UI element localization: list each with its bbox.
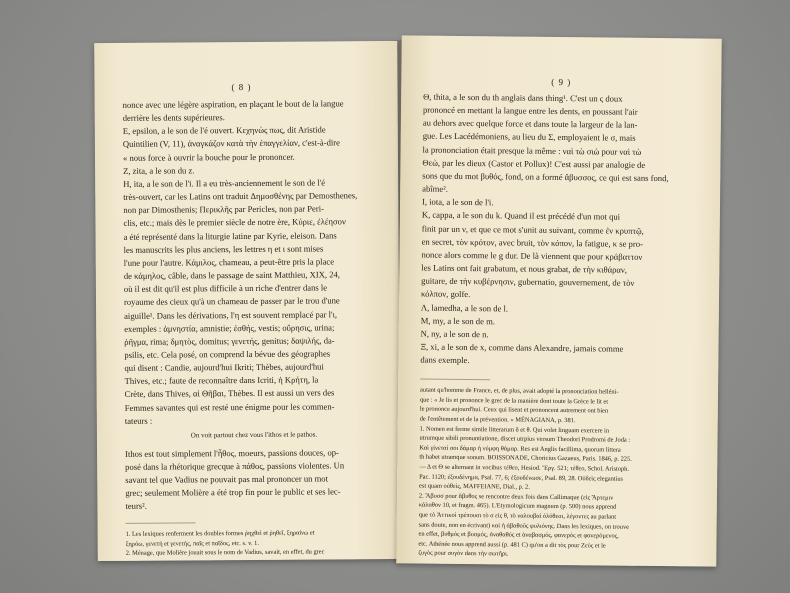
text-line: guitare, de τὴν κυβέρνησιν, gubernatio, gouvernement, de τὸν — [421, 275, 635, 288]
text-line: les manuscrits les plus anciens, les lettres η et ι sont mises — [123, 243, 324, 255]
text-line: K, cappa, a le son du k. Quand il est précédé d'un mot qui — [421, 209, 621, 223]
text-line: Crète, dans Thives, αἱ Θῆβαι, Thèbes. Il est aussi un vers des — [124, 387, 335, 400]
text-line: derrière les dents supérieures. — [122, 112, 225, 124]
text-line: Ξ, xi, a le son de x, comme dans Alexandre, jamais comme — [420, 341, 624, 354]
text-line: non par Dimosthenis; Περικλῆς par Pericles, non par Peri- — [123, 203, 324, 216]
footnote-line: Καὶ γίνεταί σοι δάμαρ ἡ νύμφη θάμαρ. Res est Anglis facillima, quorum littera — [419, 444, 621, 454]
text-line: les Latins ont fait grabatum, et nous grabat, de τὴν κιθάραν, — [421, 262, 628, 275]
text-line: finit par un ν, et que ce mot s'unit au suivant, comme ἐν κρυπτῷ, — [421, 223, 644, 236]
text-line: ῥῆγμα, rima; δμητὸς, domitus; γενετής, genitus; δαψιλής, da- — [124, 335, 335, 347]
text-line: au dehors avec quelque force et dans toute la largeur de la lan- — [422, 117, 638, 131]
page-number: ( 9 ) — [551, 76, 572, 88]
footnote-line: est quam οὐθείς, MAFFEIANE, Dial., p. 2. — [419, 482, 530, 491]
text-line: H, ita, a le son de l'i. Il a eu très-anciennement le son de l'é — [123, 177, 326, 189]
footnote-line: ζυγὸς pour συγὸν dans τὴν σωτῆρι. — [418, 549, 509, 558]
footnote-line: ξηρόω, γενετή et γενετής, παῖς et παῖδος, etc. s. v. 1. — [125, 539, 259, 548]
footnote-line: le prononce aujourd'hui. Ceux qui lisent et prononcent autrement ont bien — [419, 406, 609, 415]
footnote-line: 2. Ἄβυσσ pour ἄβυθος se rencontre deux fois dans Callimaque (εἰς Ἄρτεμιν — [418, 492, 614, 502]
footnote-line: de l'entêtement et de la prévention. » MÉNAGIANA, p. 381. — [419, 415, 576, 425]
left-after-text — [125, 446, 383, 514]
text-line: Θεὼ, par les dieux (Castor et Pollux)! C'est aussi par analogie de — [422, 157, 646, 170]
text-line: « nous force à ouvrir la bouche pour le prononcer. — [122, 151, 295, 163]
text-line: N, ny, a le son de n. — [420, 328, 489, 340]
text-line: Thives, etc.; faute de reconnaître dans Icriti, ἡ Κρήτη, la — [124, 374, 319, 387]
left-footnotes — [126, 528, 384, 559]
right-page-body — [418, 91, 705, 562]
text-line: aiguille¹. Dans les dérivations, l'η est souvent remplacé par l'ι, — [124, 308, 338, 321]
text-line: E, epsilon, a le son de l'é ouvert. Κεχηνὼς πως, dit Aristide — [122, 124, 326, 137]
right-main-text — [420, 91, 705, 370]
footnote-line: en effet, βυθμός et βυσμός, ἀναθαθύς et ἀναβασμός, φανερὸς et φανερόμενος, — [418, 530, 619, 540]
page-number: ( 8 ) — [231, 81, 252, 93]
text-line: a été représenté dans la liturgie latine par Kyrie, eleison. Dans — [123, 229, 337, 242]
footnote-line: 2. Ménage, que Molière jouait sous le nom de Vadius, savait, en effet, du grec — [125, 548, 325, 558]
text-line: sons que du mot βυθός, fond, on a formé ἄβυσσος, ce qui est sans fond, — [422, 170, 669, 184]
text-line: abîme². — [422, 183, 448, 194]
text-line: tateurs : — [124, 415, 153, 426]
text-line: posé dans la rhétorique grecque à πάθος, passions violentes. Un — [125, 459, 345, 472]
text-line: Quintilien (V, 11), ἀναγκάζον κατὰ τὴν ἐπαγγελίαν, c'est-à-dire — [122, 137, 340, 150]
text-line: royaume des cieux qu'à un chameau de passer par le trou d'une — [123, 295, 340, 308]
text-line: où il est dit qu'il est plus difficile à un riche d'entrer dans le — [123, 282, 328, 295]
text-line: savant tel que Vadius ne pouvait pas mal prononcer un mot — [125, 473, 328, 485]
footnote-line: que τὸ Ἀττικοὶ τρέπουσι τὸ σ εἰς θ, τὸ ναλουβαὶ ὀλόθεσι, λέγοντες au parlant — [418, 511, 617, 521]
left-page-body — [123, 97, 384, 559]
footnote-line: κάλαθον 10, et fragm. 465). L'Etymologicum magnum (p. 500) nous apprend — [418, 501, 617, 512]
left-main-text — [123, 97, 383, 428]
footnote-line: th habet utramque sonum. BOISSONADE, Choricius Gazaeus, Paris. 1846, p. 225. — [419, 453, 632, 464]
text-line: grec; seulement Molière a été trop fin pour le public et ses lec- — [125, 486, 341, 498]
text-line: prononcé en mettant la langue entre les dents, en poussant l'air — [422, 104, 638, 117]
text-line: la prononciation était presque la même : ναὶ τὼ σιὼ pour ναὶ τὼ — [422, 144, 642, 157]
text-line: clis, etc.; mais dès le premier siècle de notre ère, Κύριε, ἐλέησον — [123, 216, 346, 229]
footnote-line: autant qu'homme de France, et, de plus, avait adopté la prononciation helléni- — [420, 386, 619, 396]
text-line: κόλπον, golfe. — [421, 288, 471, 300]
text-line: Λ, lamedha, a le son de l. — [420, 302, 509, 313]
text-line: Θ, thita, a le son du th anglais dans thing¹. C'est un ς doux — [423, 91, 623, 104]
verse-quote: On voit partout chez vous l'ithos et le pathos. — [190, 430, 318, 440]
footnote-line: que : « Je lis et prononce le grec de la manière dont toute la Grèce le lit et — [419, 396, 609, 406]
footnote-rule — [126, 523, 196, 524]
text-line: Femmes savantes qui est resté une énigme pour les commen- — [124, 400, 335, 413]
text-line: de κάμηλος, câble, dans le passage de saint Matthieu, XIX, 24, — [123, 269, 340, 281]
footnote-line: sans doute, non en écrivant) καὶ ἡ ἀβαθοῦς φυλιόνης. Dans les lexiques, on trouve — [418, 521, 630, 531]
text-line: nonce alors comme le g dur. De là viennent que pour κράβαττον — [421, 249, 643, 262]
text-line: exemples : ἀμνηστία, amnistie; ἐσθής, vestis; οὔρησις, urina; — [124, 322, 335, 334]
text-line: teurs². — [125, 500, 147, 511]
footnote-line: utrumque sibili pronuntiatione, discet utrpius versum Theodori Prodromi de Joda : — [419, 434, 631, 445]
footnote-line: 1. Nomen est ferme simile litterarum δ et θ. Qui volet linguam exercere in — [419, 425, 610, 435]
footnote-line: Pac. 1120; ἐξουδένημα, Psal. 77, 6; ἐξουδένωσε, Psal. 89, 28. Οὐδεὶς elegantius — [419, 473, 624, 483]
text-line: dans exemple. — [420, 354, 470, 366]
text-line: psilis, etc. Cela posé, on comprend la bévue des géographes — [124, 348, 331, 360]
footnote-line: 1. Les lexiques renferment les doubles formes ῥηχθεὶ et ῥηθεῖ, ξηραίνω et — [125, 529, 315, 539]
footnote-rule — [420, 379, 490, 381]
text-line: qui disent : Candie, aujourd'hui Ikriti; Thèbes, aujourd'hui — [124, 361, 324, 373]
text-line: en secret, τὸν κρότον, avec bruit, τὸν κόπον, la fatigue, κ se pro- — [421, 236, 643, 249]
left-page — [94, 41, 401, 561]
text-line: l'une pour l'autre. Κάμιλος, chameau, a peut-être pris la place — [123, 256, 335, 268]
footnote-line: — Δ et Θ se alternant in vocibus τέθεο, Hesiod. Ἔργ. 521; τέθεο, Schol. Aristoph. — [419, 463, 629, 473]
footnote-line: etc. Athénée nous apprend aussi (p. 481 C) qu'on a dit τὸς pour Ζεὺς et le — [418, 540, 606, 550]
text-line: gue. Les Lacédémoniens, au lieu du Σ, employaient le σ, mais — [422, 131, 636, 144]
text-line: I, iota, a le son de l'i. — [421, 196, 494, 208]
text-line: M, my, a le son de m. — [420, 315, 495, 326]
text-line: Z, zita, a le son du z. — [123, 165, 195, 176]
right-page — [396, 35, 722, 566]
text-line: nonce avec une légère aspiration, en plaçant le bout de la langue — [122, 98, 344, 110]
text-line: Ithos est tout simplement l'ἦθος, moeurs, passions douces, op- — [125, 446, 339, 459]
text-line: très-ouvert, car les Latins ont traduit Δημοσθένης par Demosthenes, — [123, 190, 358, 202]
right-footnotes — [418, 386, 702, 562]
